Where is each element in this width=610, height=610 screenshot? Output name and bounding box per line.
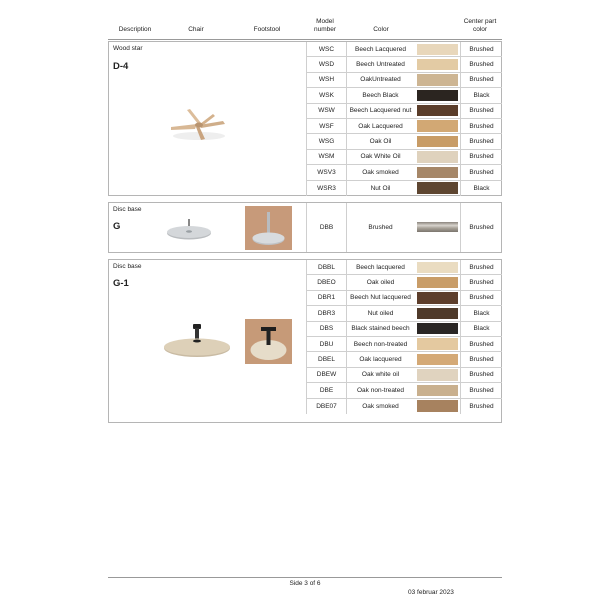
table-row bbox=[306, 368, 502, 383]
disc-base-footstool-image bbox=[245, 206, 292, 250]
table-row bbox=[306, 134, 502, 149]
header-chair: Chair bbox=[188, 26, 204, 33]
color-name-cell: Oak White Oil bbox=[346, 150, 414, 164]
table-row bbox=[306, 42, 502, 57]
color-swatch bbox=[417, 105, 458, 116]
variant-list bbox=[306, 203, 502, 252]
header-center-line1: Center part bbox=[463, 18, 497, 25]
table-header bbox=[108, 18, 502, 40]
variant-list bbox=[306, 42, 502, 196]
model-number-cell: DBBL bbox=[306, 260, 346, 274]
header-color: Color bbox=[373, 26, 389, 33]
center-part-color-cell: Brushed bbox=[460, 73, 502, 87]
table-row bbox=[306, 275, 502, 290]
color-swatch bbox=[417, 277, 458, 288]
model-number-cell: WSD bbox=[306, 57, 346, 71]
center-part-color-cell: Black bbox=[460, 306, 502, 320]
color-name-cell: Oak smoked bbox=[346, 399, 414, 414]
model-number-cell: WSC bbox=[306, 42, 346, 56]
center-part-color-cell: Brushed bbox=[460, 165, 502, 179]
color-swatch bbox=[417, 222, 458, 232]
color-swatch bbox=[417, 136, 458, 147]
table-row bbox=[306, 181, 502, 196]
model-number-cell: DBB bbox=[306, 203, 346, 252]
table-row bbox=[306, 165, 502, 180]
color-name-cell: Oak Oil bbox=[346, 134, 414, 148]
color-name-cell: Black stained beech bbox=[346, 322, 414, 336]
center-part-color-cell: Brushed bbox=[460, 203, 502, 252]
color-swatch bbox=[417, 182, 458, 194]
color-name-cell: OakUntreated bbox=[346, 73, 414, 87]
model-number-cell: DBEW bbox=[306, 368, 346, 382]
color-name-cell: Nut Oil bbox=[346, 181, 414, 196]
center-part-color-cell: Brushed bbox=[460, 57, 502, 71]
color-name-cell: Beech Black bbox=[346, 88, 414, 102]
center-part-color-cell: Brushed bbox=[460, 291, 502, 305]
model-number-cell: WSM bbox=[306, 150, 346, 164]
table-row bbox=[306, 291, 502, 306]
model-number-cell: WSV3 bbox=[306, 165, 346, 179]
color-swatch bbox=[417, 323, 458, 334]
model-number-cell: DBE07 bbox=[306, 399, 346, 414]
center-part-color-cell: Black bbox=[460, 322, 502, 336]
color-swatch bbox=[417, 369, 458, 380]
center-part-color-cell: Black bbox=[460, 88, 502, 102]
table-row bbox=[306, 73, 502, 88]
header-model-line2: number bbox=[313, 25, 337, 33]
section-disc-base-g1 bbox=[108, 259, 502, 423]
center-part-color-cell: Brushed bbox=[460, 119, 502, 133]
center-part-color-cell: Brushed bbox=[460, 134, 502, 148]
color-name-cell: Beech Nut lacquered bbox=[346, 291, 414, 305]
center-part-color-cell: Brushed bbox=[460, 104, 502, 118]
center-part-color-cell: Brushed bbox=[460, 352, 502, 366]
table-row bbox=[306, 383, 502, 398]
color-name-cell: Beech Lacquered bbox=[346, 42, 414, 56]
header-footstool: Footstool bbox=[253, 26, 281, 33]
model-number-cell: WSG bbox=[306, 134, 346, 148]
table-row bbox=[306, 57, 502, 72]
color-name-cell: Beech lacquered bbox=[346, 260, 414, 274]
center-part-color-cell: Black bbox=[460, 181, 502, 196]
color-name-cell: Oak lacquered bbox=[346, 352, 414, 366]
color-name-cell: Oak oiled bbox=[346, 275, 414, 289]
model-number-cell: DBR3 bbox=[306, 306, 346, 320]
color-swatch bbox=[417, 167, 458, 178]
table-row bbox=[306, 322, 502, 337]
section-wood-star bbox=[108, 41, 502, 196]
header-center-line2: color bbox=[472, 25, 488, 33]
page-number: Side 3 of 6 bbox=[289, 580, 321, 587]
color-name-cell: Beech Untreated bbox=[346, 57, 414, 71]
section-code: G bbox=[113, 221, 121, 232]
wood-star-chair-image bbox=[165, 108, 231, 142]
color-name-cell: Oak Lacquered bbox=[346, 119, 414, 133]
center-part-color-cell: Brushed bbox=[460, 260, 502, 274]
color-swatch bbox=[417, 74, 458, 85]
color-name-cell: Brushed bbox=[346, 203, 414, 252]
color-swatch bbox=[417, 292, 458, 303]
model-number-cell: DBU bbox=[306, 337, 346, 351]
table-row bbox=[306, 104, 502, 119]
color-swatch bbox=[417, 385, 458, 396]
table-row bbox=[306, 88, 502, 103]
header-description: Description bbox=[118, 26, 152, 33]
section-disc-base-g bbox=[108, 202, 502, 253]
center-part-color-cell: Brushed bbox=[460, 275, 502, 289]
color-swatch bbox=[417, 308, 458, 319]
disc-base-wood-footstool-image bbox=[245, 319, 292, 364]
color-swatch bbox=[417, 338, 458, 349]
table-row bbox=[306, 306, 502, 321]
table-row bbox=[306, 260, 502, 275]
center-part-color-cell: Brushed bbox=[460, 383, 502, 397]
color-name-cell: Oak smoked bbox=[346, 165, 414, 179]
table-row bbox=[306, 150, 502, 165]
table-row bbox=[306, 352, 502, 367]
color-swatch bbox=[417, 59, 458, 70]
table-row bbox=[306, 203, 502, 252]
model-number-cell: DBE bbox=[306, 383, 346, 397]
color-swatch bbox=[417, 151, 458, 162]
section-label: Disc base bbox=[113, 263, 142, 270]
color-swatch bbox=[417, 262, 458, 273]
color-name-cell: Beech non-treated bbox=[346, 337, 414, 351]
model-number-cell: WSF bbox=[306, 119, 346, 133]
document-date: 03 februar 2023 bbox=[408, 589, 454, 596]
table-row bbox=[306, 119, 502, 134]
footer-divider bbox=[108, 577, 502, 578]
center-part-color-cell: Brushed bbox=[460, 337, 502, 351]
color-swatch bbox=[417, 120, 458, 131]
model-number-cell: DBS bbox=[306, 322, 346, 336]
color-name-cell: Oak white oil bbox=[346, 368, 414, 382]
header-center-part bbox=[458, 18, 502, 33]
center-part-color-cell: Brushed bbox=[460, 368, 502, 382]
center-part-color-cell: Brushed bbox=[460, 42, 502, 56]
color-name-cell: Nut oiled bbox=[346, 306, 414, 320]
variant-list bbox=[306, 260, 502, 414]
model-number-cell: DBEL bbox=[306, 352, 346, 366]
model-number-cell: DBEO bbox=[306, 275, 346, 289]
table-row bbox=[306, 399, 502, 414]
color-swatch bbox=[417, 90, 458, 101]
header-model-line1: Model bbox=[316, 18, 334, 25]
section-code: D-4 bbox=[113, 61, 129, 72]
model-number-cell: WSR3 bbox=[306, 181, 346, 196]
model-number-cell: WSH bbox=[306, 73, 346, 87]
color-swatch bbox=[417, 44, 458, 55]
section-code: G-1 bbox=[113, 278, 129, 289]
disc-base-wood-chair-image bbox=[162, 322, 232, 358]
model-number-cell: WSK bbox=[306, 88, 346, 102]
section-label: Disc base bbox=[113, 206, 142, 213]
color-swatch bbox=[417, 400, 458, 412]
header-model-number bbox=[305, 18, 345, 33]
color-swatch bbox=[417, 354, 458, 365]
model-number-cell: WSW bbox=[306, 104, 346, 118]
color-name-cell: Beech Lacquered nut bbox=[346, 104, 414, 118]
table-row bbox=[306, 337, 502, 352]
center-part-color-cell: Brushed bbox=[460, 399, 502, 414]
color-name-cell: Oak non-treated bbox=[346, 383, 414, 397]
center-part-color-cell: Brushed bbox=[460, 150, 502, 164]
disc-base-chair-image bbox=[164, 217, 214, 243]
model-number-cell: DBR1 bbox=[306, 291, 346, 305]
section-label: Wood star bbox=[113, 45, 143, 52]
